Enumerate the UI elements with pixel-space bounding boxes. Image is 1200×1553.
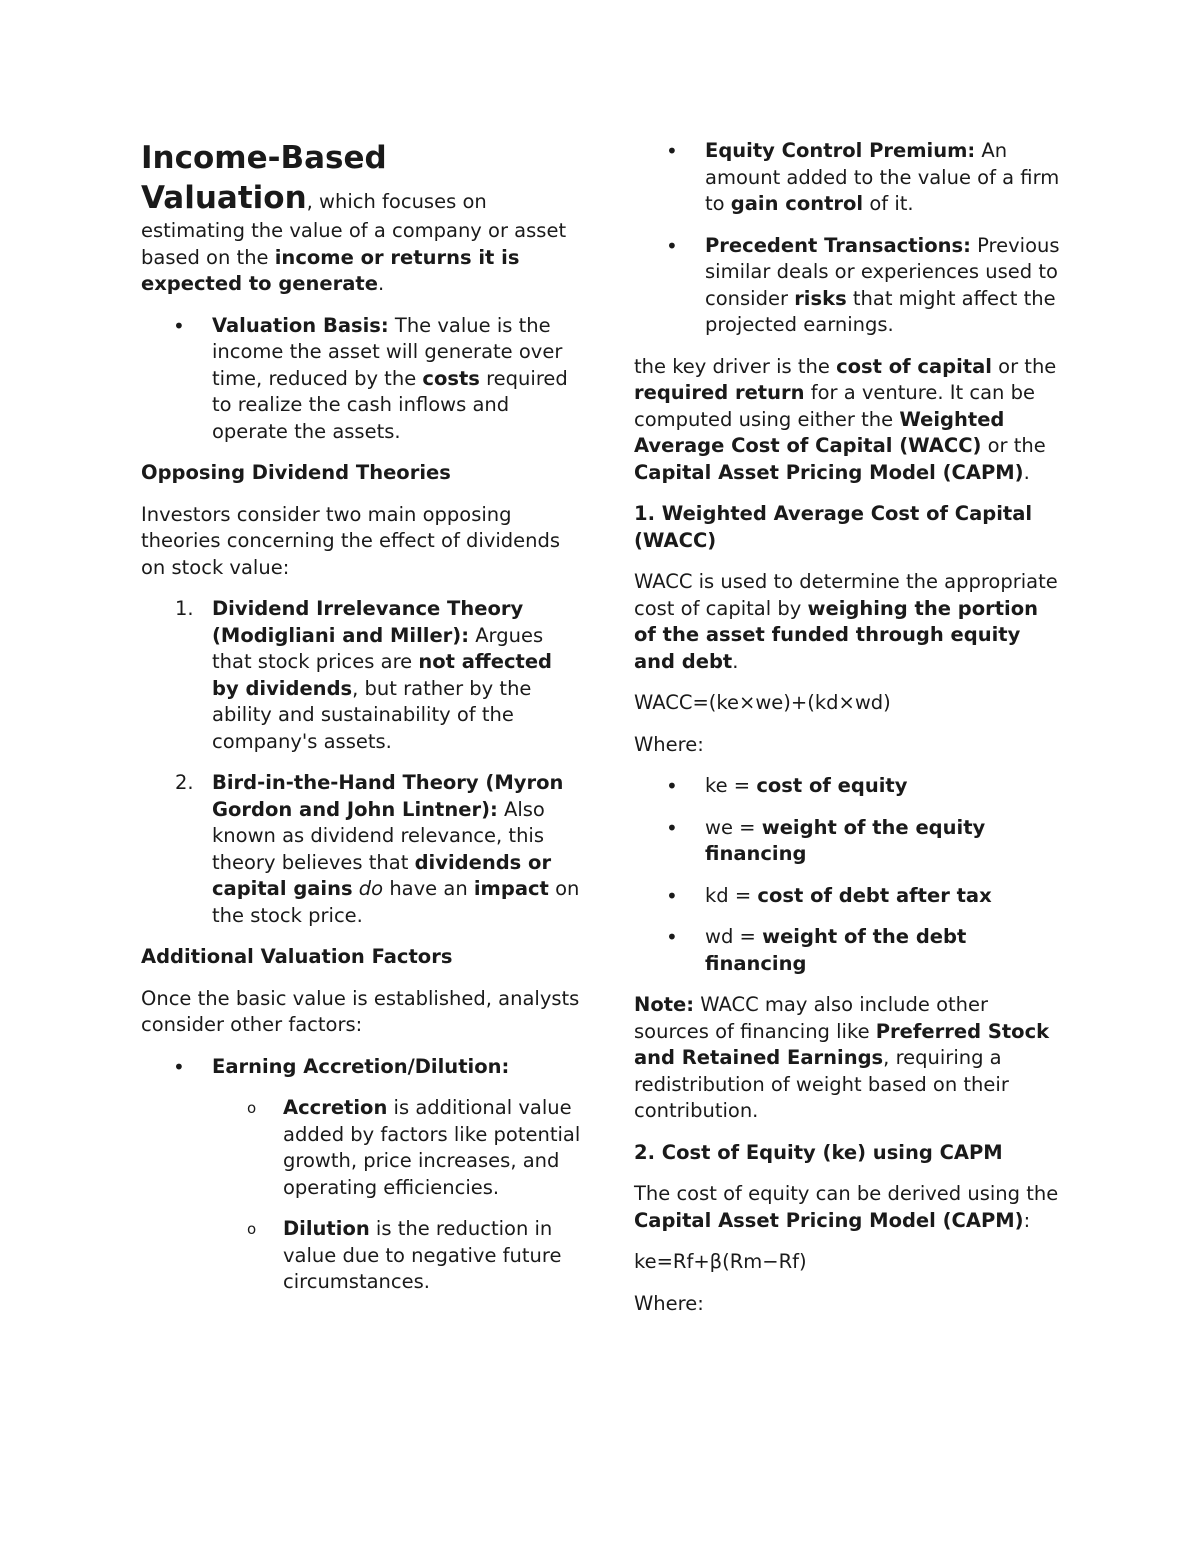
dividend-intro: Investors consider two main opposing theories concerning the effect of dividends on stock value: bbox=[141, 502, 561, 579]
left-column bbox=[141, 138, 581, 1311]
heading-wacc: 1. Weighted Average Cost of Capital (WACC) bbox=[634, 502, 1033, 552]
list-item: • Valuation Basis: The value is the income the asset will generate over time, reduced by the costs required to realize the cash inflows and operate the assets. bbox=[141, 313, 581, 446]
where-label: Where: bbox=[634, 1291, 704, 1315]
section-title-line2: Valuation bbox=[141, 180, 307, 216]
wacc-formula: WACC=(ke×we)+(kd×wd) bbox=[634, 691, 891, 714]
list-item: • Precedent Transactions: Previous similar deals or experiences used to consider risks that might affect the projected earnings. bbox=[634, 233, 1064, 339]
wacc-variables-list bbox=[634, 773, 1064, 977]
list-item: • Earning Accretion/Dilution: o Accretion is additional value added by factors like potential growth, price increases, and operating efficiencies. o Dilution is the reduction in value due to negative future circumstances. bbox=[141, 1054, 581, 1296]
list-item: • ke = cost of equity bbox=[634, 773, 1064, 800]
heading-capm: 2. Cost of Equity (ke) using CAPM bbox=[634, 1140, 1003, 1164]
list-item: • Equity Control Premium: An amount added to the value of a firm to gain control of it. bbox=[634, 138, 1064, 218]
sub-list bbox=[212, 1095, 581, 1296]
list-item: • kd = cost of debt after tax bbox=[634, 883, 1064, 910]
right-column bbox=[634, 138, 1064, 1332]
wacc-paragraph: WACC is used to determine the appropriate cost of capital by weighing the portion of the asset funded through equity and debt. bbox=[634, 570, 1058, 673]
list-item: o Dilution is the reduction in value due to negative future circumstances. bbox=[212, 1216, 581, 1296]
note-paragraph: Note: WACC may also include other sources of financing like Preferred Stock and Retained Earnings, requiring a redistribution of weight based on their contribution. bbox=[634, 993, 1050, 1122]
list-item: • we = weight of the equity financing bbox=[634, 815, 1064, 868]
capm-paragraph: The cost of equity can be derived using the Capital Asset Pricing Model (CAPM): bbox=[634, 1182, 1059, 1232]
where-label: Where: bbox=[634, 732, 704, 756]
additional-intro: Once the basic value is established, analysts consider other factors: bbox=[141, 986, 580, 1036]
list-item: o Accretion is additional value added by factors like potential growth, price increases, and operating efficiencies. bbox=[212, 1095, 581, 1201]
intro-paragraph: Income-Based Valuation, which focuses on estimating the value of a company or asset based on the income or returns it is expected to generate. bbox=[141, 140, 567, 295]
list-item: • wd = weight of the debt financing bbox=[634, 924, 1064, 977]
list-item: 2. Bird-in-the-Hand Theory (Myron Gordon and John Lintner): Also known as dividend relevance, this theory believes that dividends or capital gains do have an impact on the stock price. bbox=[175, 771, 580, 927]
heading-dividend-theories: Opposing Dividend Theories bbox=[141, 461, 451, 484]
heading-additional-factors: Additional Valuation Factors bbox=[141, 945, 453, 968]
key-driver-paragraph: the key driver is the cost of capital or the required return for a venture. It can be computed using either the Weighted Average Cost of Capital (WACC) or the Capital Asset Pricing Model (CAPM). bbox=[634, 354, 1057, 484]
dividend-theories-list bbox=[141, 596, 581, 929]
list-item: 1. Dividend Irrelevance Theory (Modigliani and Miller): Argues that stock prices are not affected by dividends, but rather by the ability and sustainability of the company's assets. bbox=[175, 597, 553, 753]
capm-formula: ke=Rf+β(Rm−Rf) bbox=[634, 1250, 807, 1273]
valuation-basis-list bbox=[141, 313, 581, 446]
additional-factors-list bbox=[141, 1054, 581, 1296]
section-title-line1: Income-Based bbox=[141, 140, 387, 176]
premium-list bbox=[634, 138, 1064, 339]
